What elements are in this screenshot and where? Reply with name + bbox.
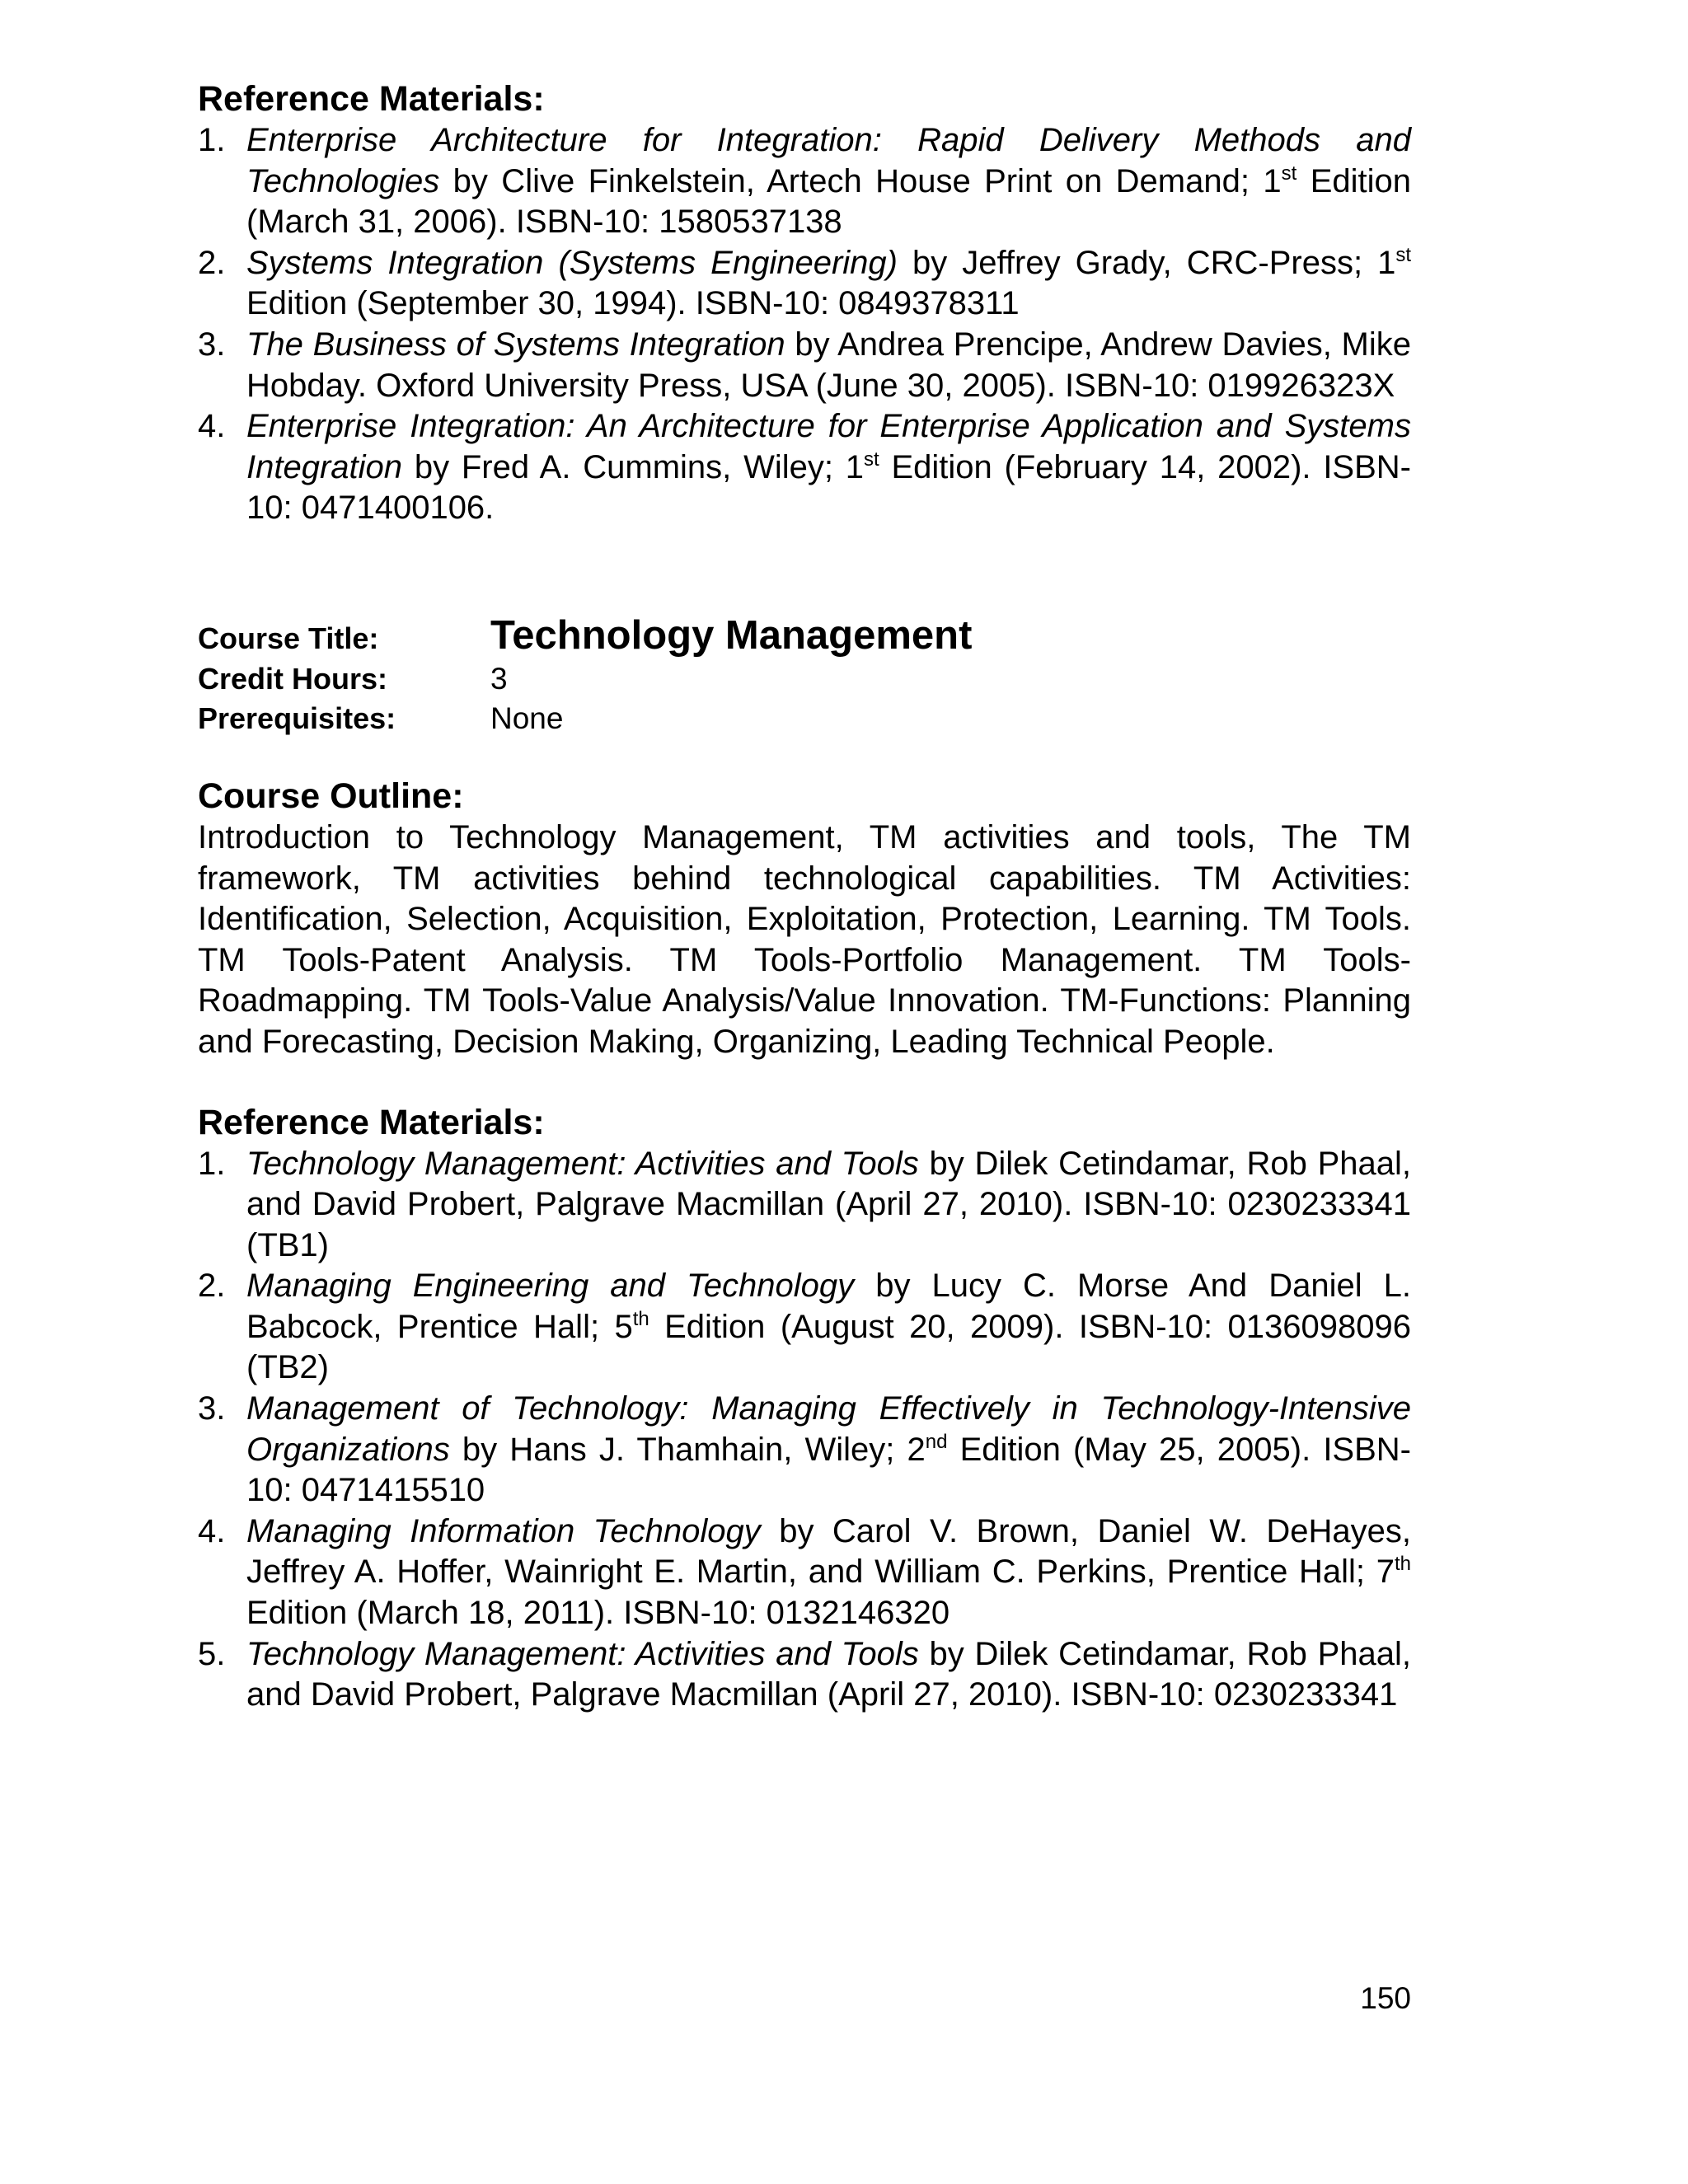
prerequisites-row: [198, 699, 1411, 738]
reference-materials-heading-1: Reference Materials:: [198, 79, 545, 119]
reference-text: [246, 243, 1411, 325]
reference-details-continued: Edition (March 31, 2006). ISBN-10: 1580537138: [246, 162, 1411, 241]
reference-title: Enterprise Integration: An Architecture for Enterprise Application and Systems Integration: [246, 408, 1411, 485]
document-page: [198, 77, 1411, 1716]
reference-details: by Lucy C. Morse And Daniel L. Babcock, Prentice Hall; 5: [246, 1268, 1411, 1345]
reference-number: 1.: [198, 122, 226, 158]
reference-item: [198, 120, 1411, 243]
course-outline-section: [198, 775, 1411, 1063]
reference-item: [198, 1634, 1411, 1716]
reference-details-continued: Edition (March 18, 2011). ISBN-10: 0132146320: [246, 1595, 950, 1632]
reference-item: [198, 1266, 1411, 1389]
reference-text: [246, 1389, 1411, 1511]
reference-details: by Jeffrey Grady, CRC-Press; 1: [897, 244, 1396, 281]
reference-title: Management of Technology: Managing Effectively in Technology-Intensive Organizations: [246, 1390, 1411, 1468]
ordinal-suffix: nd: [925, 1430, 948, 1453]
reference-details: by Clive Finkelstein, Artech House Print on Demand; 1: [439, 162, 1282, 199]
reference-number: 2.: [198, 244, 226, 281]
reference-item: [198, 1144, 1411, 1267]
reference-number: 3.: [198, 326, 226, 363]
reference-details: by Hans J. Thamhain, Wiley; 2: [449, 1431, 926, 1468]
ordinal-suffix: th: [1394, 1553, 1411, 1576]
reference-title: Technology Management: Activities and Tools: [246, 1145, 919, 1182]
reference-item: [198, 243, 1411, 325]
reference-item: [198, 406, 1411, 529]
reference-title: Systems Integration (Systems Engineering): [246, 244, 898, 281]
reference-details: by Carol V. Brown, Daniel W. DeHayes, Jeffrey A. Hoffer, Wainright E. Martin, and William C. Perkins, Prentice Hall; 7: [246, 1512, 1412, 1591]
reference-number: 1.: [198, 1145, 226, 1182]
reference-title: The Business of Systems Integration: [246, 326, 785, 363]
credit-hours-label: Credit Hours:: [198, 661, 388, 696]
reference-details-continued: Edition (May 25, 2005). ISBN-10: 0471415510: [246, 1431, 1411, 1509]
ordinal-suffix: st: [864, 448, 879, 471]
prerequisites-label: Prerequisites:: [198, 701, 396, 735]
reference-list-1: [198, 120, 1411, 529]
reference-title: Technology Management: Activities and Tools: [246, 1635, 919, 1672]
ordinal-suffix: th: [632, 1307, 649, 1330]
reference-materials-heading-2: Reference Materials:: [198, 1102, 545, 1142]
reference-details-continued: Edition (September 30, 1994). ISBN-10: 0849378311: [246, 285, 1020, 322]
reference-list-2: [198, 1144, 1411, 1716]
reference-number: 5.: [198, 1635, 226, 1672]
reference-details: by Dilek Cetindamar, Rob Phaal, and David Probert, Palgrave Macmillan (April 27, 2010). ISBN-10: 0230233341 (TB1): [246, 1145, 1411, 1263]
reference-number: 2.: [198, 1268, 226, 1305]
reference-number: 3.: [198, 1390, 226, 1427]
reference-text: [246, 406, 1411, 529]
course-title-row: [198, 612, 1411, 659]
credit-hours-value: 3: [490, 661, 508, 696]
reference-text: [246, 325, 1411, 406]
reference-details: by Fred A. Cummins, Wiley; 1: [402, 448, 864, 485]
reference-item: [198, 1389, 1411, 1511]
reference-title: Managing Engineering and Technology: [246, 1268, 855, 1305]
course-title-label: Course Title:: [198, 621, 379, 655]
course-outline-heading: Course Outline:: [198, 776, 464, 816]
ordinal-suffix: st: [1281, 162, 1297, 185]
reference-details: by Dilek Cetindamar, Rob Phaal, and David Probert, Palgrave Macmillan (April 27, 2010). ISBN-10: 0230233341: [246, 1635, 1411, 1713]
reference-text: [246, 1144, 1411, 1267]
ordinal-suffix: st: [1395, 243, 1411, 266]
course-title-value: Technology Management: [490, 612, 973, 658]
reference-item: [198, 325, 1411, 406]
reference-text: [246, 120, 1411, 243]
page-number: 150: [1360, 1981, 1411, 2015]
reference-text: [246, 1634, 1411, 1716]
course-outline-text: Introduction to Technology Management, TM activities and tools, The TM framework, TM activities behind technological capabilities. TM Activities: Identification, Selection, Acquisition, Exploitation, Protection, Learning. TM Tools. TM Tools-Patent Analysis. TM Tools-Portfolio Management. TM Tools-Roadmapping. TM Tools-Value Analysis/Value Innovation. TM-Functions: Planning and Forecasting, Decision Making, Organizing, Leading Technical People.: [198, 818, 1411, 1060]
reference-materials-section-1: [198, 77, 1411, 529]
reference-title: Managing Information Technology: [246, 1512, 761, 1549]
reference-number: 4.: [198, 408, 226, 445]
reference-text: [246, 1266, 1411, 1389]
reference-details-continued: Edition (February 14, 2002). ISBN-10: 0471400106.: [246, 448, 1411, 527]
reference-text: [246, 1511, 1411, 1634]
credit-hours-row: [198, 659, 1411, 699]
reference-number: 4.: [198, 1512, 226, 1549]
reference-details: by Andrea Prencipe, Andrew Davies, Mike Hobday. Oxford University Press, USA (June 30, 2005). ISBN-10: 019926323X: [246, 326, 1411, 404]
reference-details-continued: Edition (August 20, 2009). ISBN-10: 0136098096 (TB2): [246, 1308, 1412, 1386]
reference-title: Enterprise Architecture for Integration: Rapid Delivery Methods and Technologies: [246, 122, 1411, 199]
prerequisites-value: None: [490, 701, 564, 735]
course-info: [198, 612, 1411, 738]
reference-item: [198, 1511, 1411, 1634]
reference-materials-section-2: [198, 1101, 1411, 1716]
